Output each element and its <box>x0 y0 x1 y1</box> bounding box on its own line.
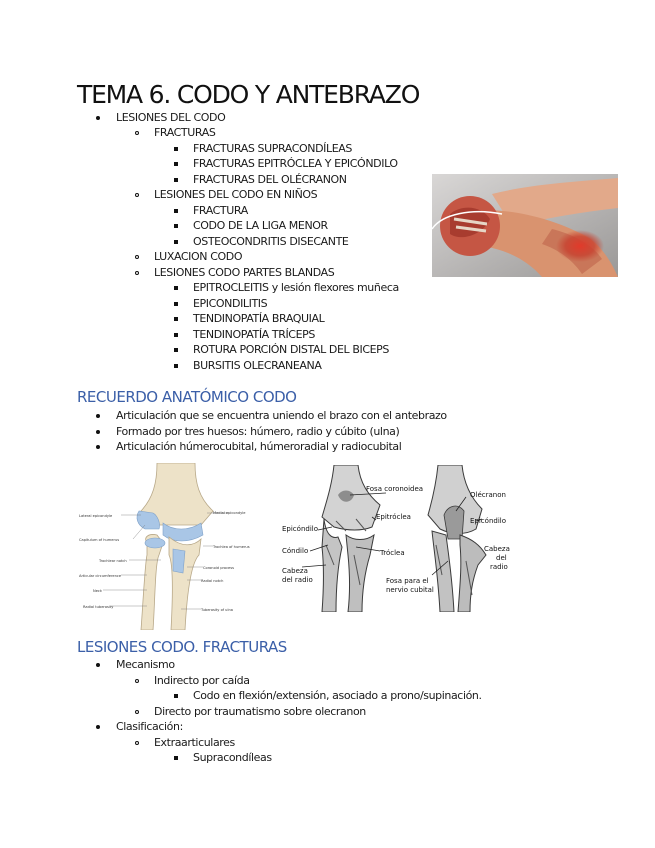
bullet <box>174 178 178 182</box>
fig2-label: Olécranon <box>470 491 506 499</box>
fig2-label: Cabeza <box>484 545 510 553</box>
bullet <box>96 725 100 729</box>
fig1-label: Trochlea of humerus <box>213 545 250 549</box>
list-item: LESIONES DEL CODO EN NIÑOS <box>154 188 318 201</box>
fig1-label: Medial epicondyle <box>213 511 246 515</box>
elbow-bones-diagram <box>77 463 267 630</box>
bullet <box>174 364 178 368</box>
bullet <box>135 741 139 745</box>
elbow-views-figure <box>276 465 517 612</box>
fig2-label: Cóndilo <box>282 547 309 555</box>
bullet <box>135 271 139 275</box>
bullet <box>96 116 100 120</box>
elbow-views-diagram <box>276 465 517 612</box>
bullet <box>174 240 178 244</box>
bullet <box>135 193 139 197</box>
bullet <box>96 445 100 449</box>
fig2-label: nervio cubital <box>386 586 434 594</box>
section-heading-recuerdo: RECUERDO ANATÓMICO CODO <box>77 388 297 406</box>
fig2-label: radio <box>490 563 508 571</box>
bullet <box>174 302 178 306</box>
list-item: FRACTURAS EPITRÓCLEA Y EPICÓNDILO <box>193 157 398 170</box>
bullet <box>174 333 178 337</box>
section-heading-fracturas: LESIONES CODO. FRACTURAS <box>77 638 287 656</box>
list-item: OSTEOCONDRITIS DISECANTE <box>193 235 349 248</box>
elbow-pain-illustration <box>432 174 618 277</box>
bullet <box>174 694 178 698</box>
fig2-label: Tróclea <box>380 549 405 557</box>
list-item: BURSITIS OLECRANEANA <box>193 359 322 372</box>
fig2-label: Epicóndilo <box>470 517 506 525</box>
fig1-label: Trochlear notch <box>99 559 127 563</box>
bullet <box>96 430 100 434</box>
bullet <box>135 255 139 259</box>
list-item: TENDINOPATÍA TRÍCEPS <box>193 328 315 341</box>
list-item: FRACTURA <box>193 204 248 217</box>
fig2-label: Epitróclea <box>376 513 411 521</box>
list-item: FRACTURAS SUPRACONDÍLEAS <box>193 142 352 155</box>
bullet <box>135 131 139 135</box>
bullet <box>135 710 139 714</box>
bullet <box>174 756 178 760</box>
bullet <box>174 348 178 352</box>
list-item: Articulación que se encuentra uniendo el brazo con el antebrazo <box>116 409 447 422</box>
elbow-anatomy-figure <box>77 463 267 630</box>
bullet <box>174 147 178 151</box>
fig2-label: Fosa para el <box>386 577 429 585</box>
bullet <box>174 162 178 166</box>
list-item: FRACTURAS <box>154 126 216 139</box>
fig2-label: Epicóndilo <box>282 525 318 533</box>
list-item: LUXACION CODO <box>154 250 243 263</box>
fig2-label: Cabeza <box>282 567 308 575</box>
list-item: Formado por tres huesos: húmero, radio y cúbito (ulna) <box>116 425 400 438</box>
list-item: ROTURA PORCIÓN DISTAL DEL BICEPS <box>193 343 389 356</box>
fig1-label: Radial notch <box>201 579 224 583</box>
fig2-label: del radio <box>282 576 313 584</box>
list-item: EPICONDILITIS <box>193 297 268 310</box>
fig1-label: Articular circumference <box>79 574 122 578</box>
fig1-label: Coronoid process <box>203 566 235 570</box>
list-item: FRACTURAS DEL OLÉCRANON <box>193 173 347 186</box>
list-item: CODO DE LA LIGA MENOR <box>193 219 328 232</box>
page-title: TEMA 6. CODO Y ANTEBRAZO <box>77 80 420 109</box>
list-item: LESIONES DEL CODO <box>116 111 226 124</box>
list-item: Mecanismo <box>116 658 175 671</box>
bullet <box>96 414 100 418</box>
bullet <box>96 663 100 667</box>
list-item: Codo en flexión/extensión, asociado a prono/supinación. <box>193 689 482 702</box>
fig1-label: Radial tuberosity <box>83 605 114 609</box>
list-item: Extraarticulares <box>154 736 235 749</box>
bullet <box>174 286 178 290</box>
bullet <box>174 224 178 228</box>
bullet <box>174 317 178 321</box>
elbow-pain-image <box>432 174 618 277</box>
bullet <box>174 209 178 213</box>
list-item: TENDINOPATÍA BRAQUIAL <box>193 312 325 325</box>
list-item: EPITROCLEITIS y lesión flexores muñeca <box>193 281 399 294</box>
fig2-label: del <box>496 554 507 562</box>
list-item: Clasificación: <box>116 720 183 733</box>
fig1-label: Capitulum of humerus <box>79 538 120 542</box>
list-item: Supracondíleas <box>193 751 272 764</box>
fig2-label: Fosa coronoidea <box>366 485 424 493</box>
fig1-label: Neck <box>93 589 102 593</box>
bullet <box>135 679 139 683</box>
list-item: Directo por traumatismo sobre olecranon <box>154 705 366 718</box>
fig1-label: Lateral epicondyle <box>79 514 113 518</box>
list-item: LESIONES CODO PARTES BLANDAS <box>154 266 335 279</box>
fig1-label: Tuberosity of ulna <box>201 608 233 612</box>
list-item: Articulación húmerocubital, húmeroradial y radiocubital <box>116 440 402 453</box>
list-item: Indirecto por caída <box>154 674 250 687</box>
